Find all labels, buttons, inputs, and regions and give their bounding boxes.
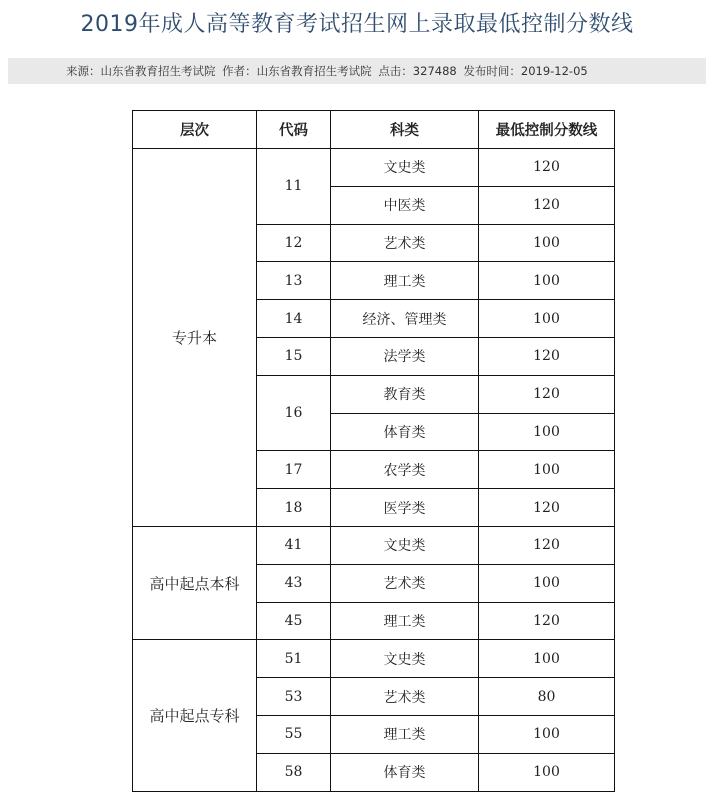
code-cell: 55 <box>257 715 331 753</box>
score-cell: 100 <box>479 224 615 262</box>
score-cell: 120 <box>479 526 615 564</box>
meta-author: 作者：山东省教育招生考试院 <box>222 64 372 78</box>
subject-cell: 艺术类 <box>331 224 479 262</box>
meta-source: 来源：山东省教育招生考试院 <box>66 64 216 78</box>
code-cell: 16 <box>257 375 331 451</box>
score-cell: 120 <box>479 337 615 375</box>
subject-cell: 医学类 <box>331 489 479 527</box>
table-row <box>133 526 615 564</box>
score-cell: 120 <box>479 149 615 187</box>
page-title: 2019年成人高等教育考试招生网上录取最低控制分数线 <box>80 12 634 37</box>
table-row <box>133 149 615 187</box>
level-cell: 高中起点本科 <box>133 526 257 639</box>
score-cell: 120 <box>479 375 615 413</box>
score-cell: 80 <box>479 678 615 716</box>
score-cell: 100 <box>479 262 615 300</box>
score-table <box>132 110 615 792</box>
code-cell: 11 <box>257 149 331 225</box>
subject-cell: 中医类 <box>331 186 479 224</box>
header-code: 代码 <box>257 111 331 149</box>
meta-clicks: 点击：327488 <box>378 64 457 78</box>
header-min-score: 最低控制分数线 <box>479 111 615 149</box>
code-cell: 17 <box>257 451 331 489</box>
score-cell: 100 <box>479 753 615 791</box>
subject-cell: 体育类 <box>331 753 479 791</box>
subject-cell: 理工类 <box>331 715 479 753</box>
table-body <box>133 149 615 792</box>
subject-cell: 体育类 <box>331 413 479 451</box>
meta-published: 发布时间：2019-12-05 <box>463 64 588 78</box>
code-cell: 13 <box>257 262 331 300</box>
subject-cell: 文史类 <box>331 526 479 564</box>
subject-cell: 农学类 <box>331 451 479 489</box>
header-subject: 科类 <box>331 111 479 149</box>
score-cell: 100 <box>479 300 615 338</box>
code-cell: 18 <box>257 489 331 527</box>
subject-cell: 经济、管理类 <box>331 300 479 338</box>
subject-cell: 文史类 <box>331 149 479 187</box>
score-cell: 100 <box>479 640 615 678</box>
header-level: 层次 <box>133 111 257 149</box>
level-cell: 专升本 <box>133 149 257 527</box>
score-cell: 120 <box>479 602 615 640</box>
level-cell: 高中起点专科 <box>133 640 257 791</box>
code-cell: 53 <box>257 678 331 716</box>
score-cell: 100 <box>479 413 615 451</box>
subject-cell: 理工类 <box>331 602 479 640</box>
subject-cell: 法学类 <box>331 337 479 375</box>
score-cell: 100 <box>479 715 615 753</box>
code-cell: 12 <box>257 224 331 262</box>
code-cell: 51 <box>257 640 331 678</box>
code-cell: 14 <box>257 300 331 338</box>
subject-cell: 理工类 <box>331 262 479 300</box>
code-cell: 43 <box>257 564 331 602</box>
code-cell: 45 <box>257 602 331 640</box>
score-cell: 120 <box>479 186 615 224</box>
subject-cell: 艺术类 <box>331 564 479 602</box>
subject-cell: 艺术类 <box>331 678 479 716</box>
code-cell: 15 <box>257 337 331 375</box>
article-meta <box>8 58 706 84</box>
score-cell: 100 <box>479 564 615 602</box>
subject-cell: 文史类 <box>331 640 479 678</box>
score-cell: 100 <box>479 451 615 489</box>
score-cell: 120 <box>479 489 615 527</box>
table-row <box>133 640 615 678</box>
code-cell: 58 <box>257 753 331 791</box>
code-cell: 41 <box>257 526 331 564</box>
subject-cell: 教育类 <box>331 375 479 413</box>
table-header-row <box>133 111 615 149</box>
